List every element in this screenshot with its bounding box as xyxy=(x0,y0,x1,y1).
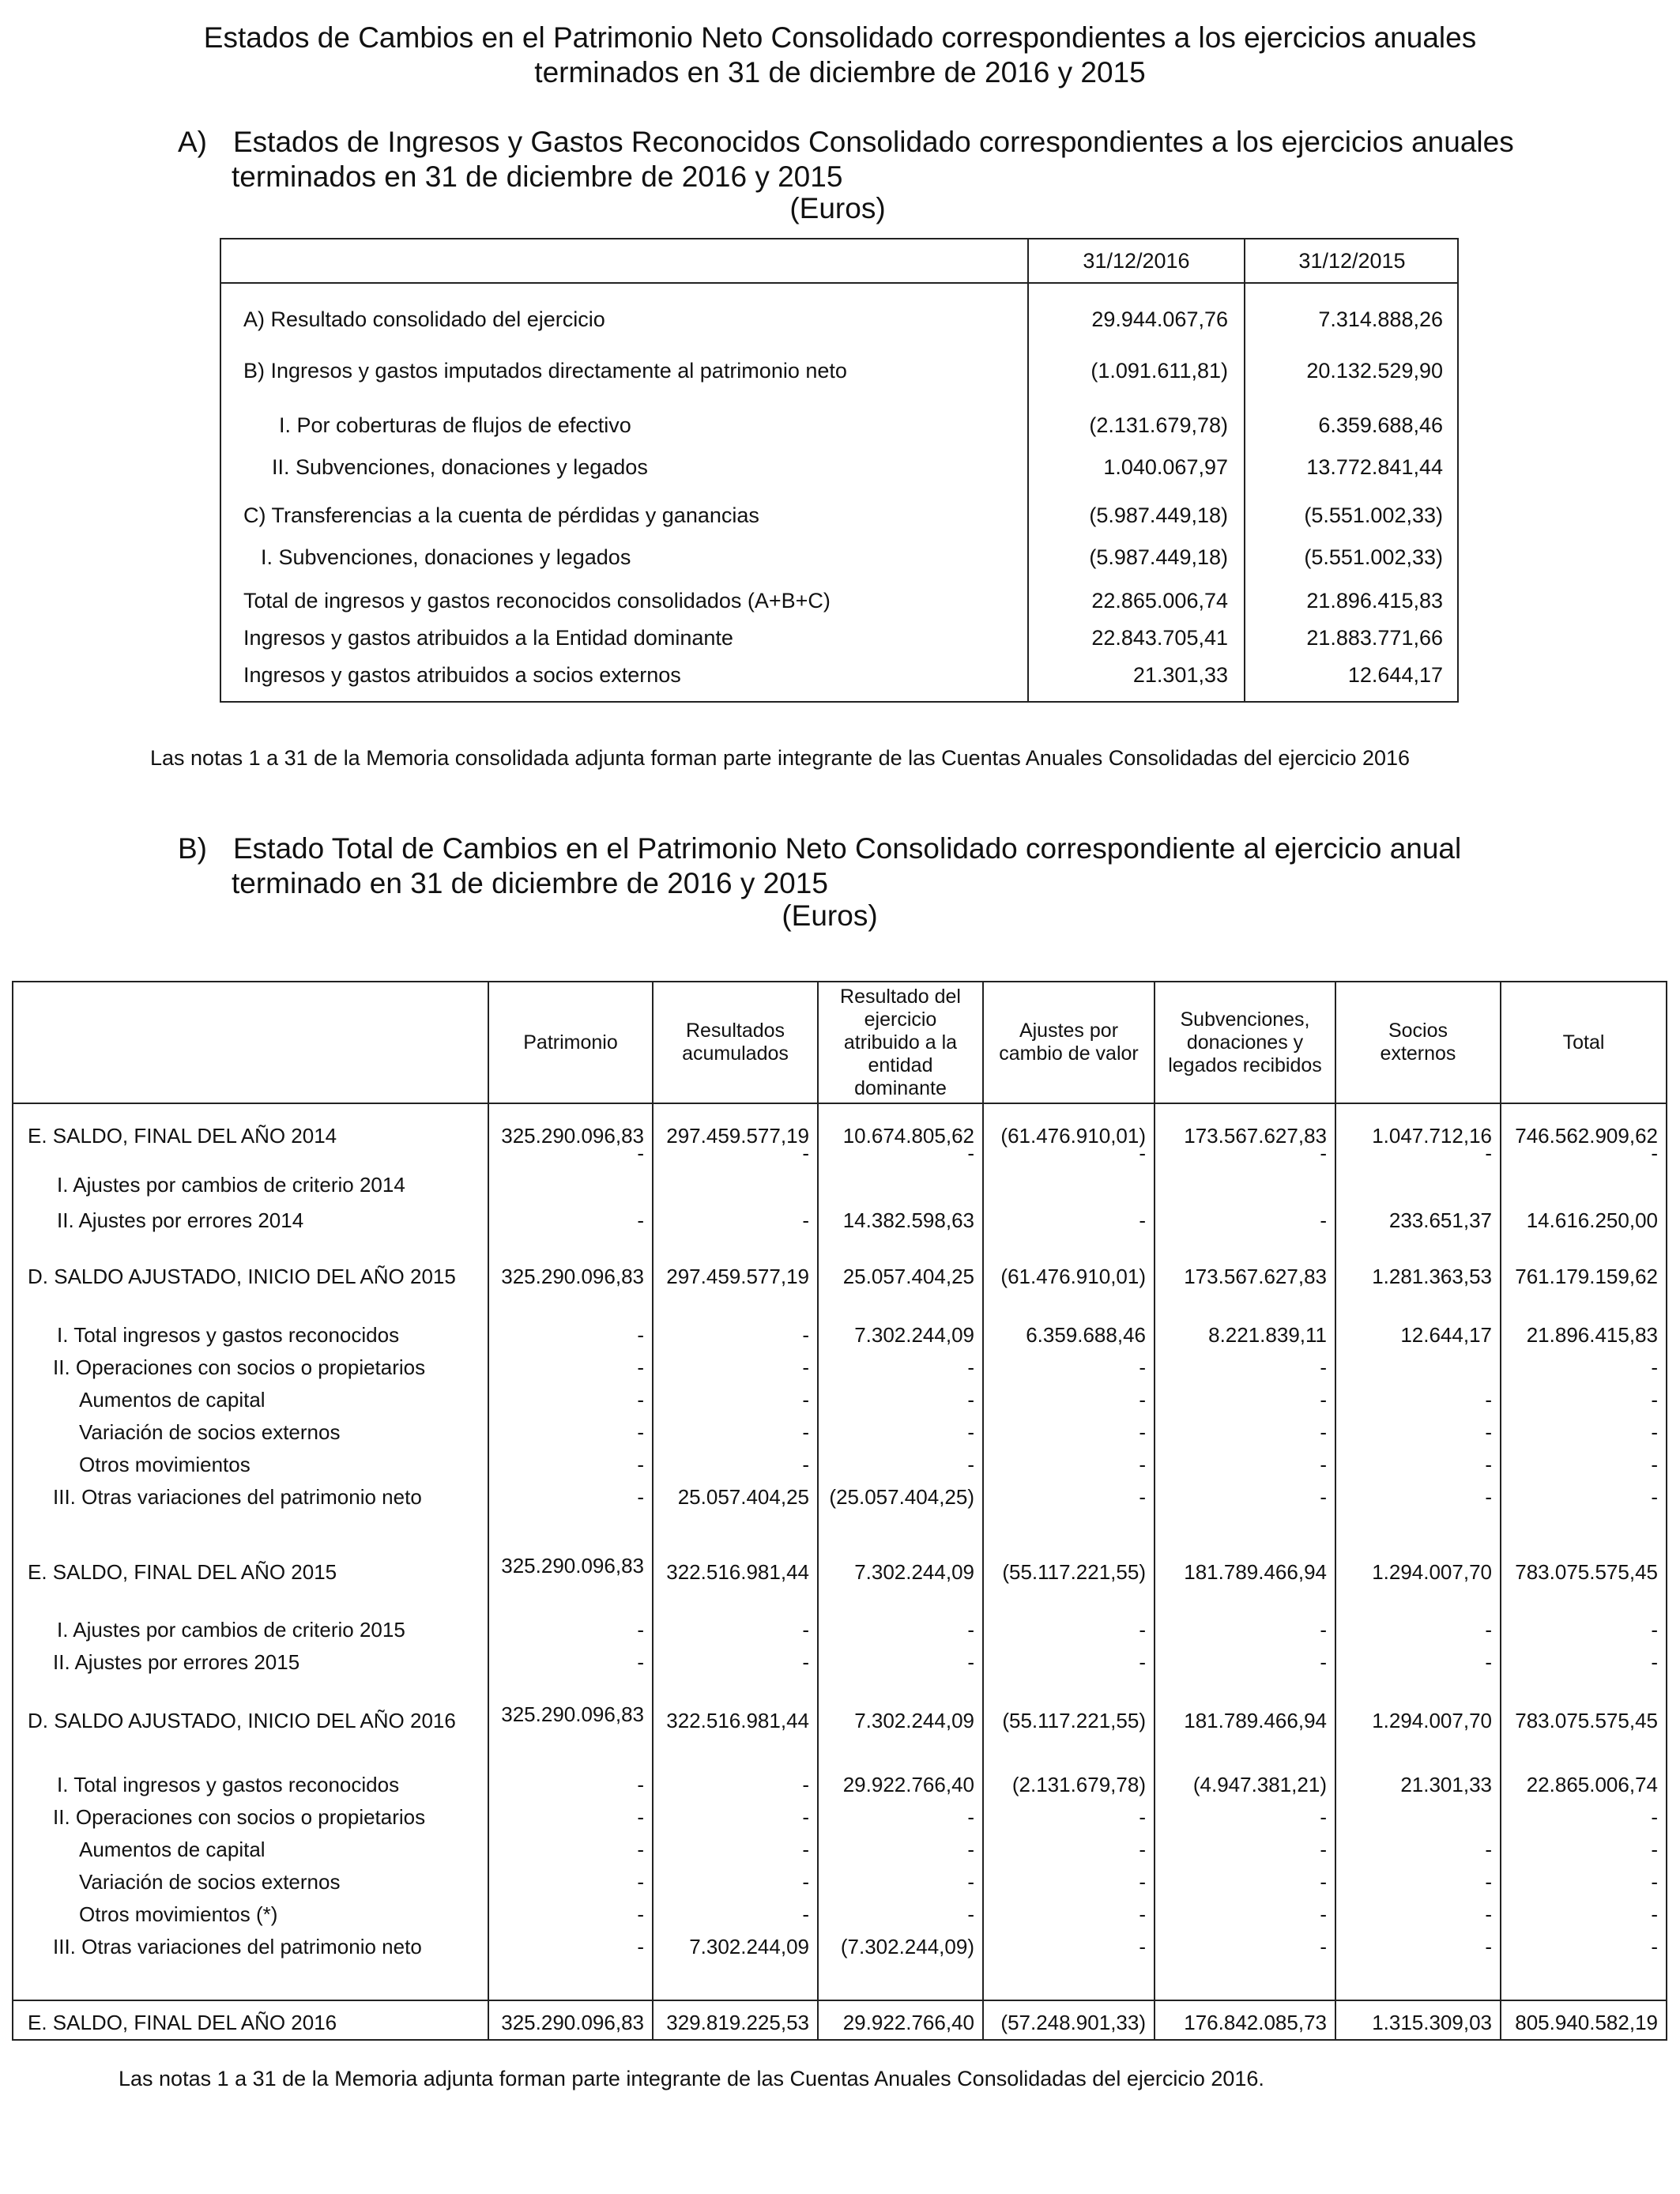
column-header-line: entidad xyxy=(868,1054,933,1076)
cell-ajustes-valor: (2.131.679,78) xyxy=(1011,1773,1146,1796)
column-header-line: Total xyxy=(1562,1031,1605,1054)
cell-patrimonio: - xyxy=(637,1902,644,1926)
page-title xyxy=(0,21,1680,90)
row-label: I. Ajustes por cambios de criterio 2015 xyxy=(57,1618,405,1642)
cell-subvenciones: - xyxy=(1320,1618,1327,1642)
cell-resultados-acumulados: - xyxy=(802,1902,809,1926)
cell-resultados-acumulados: 329.819.225,53 xyxy=(666,2011,809,2034)
cell-total: - xyxy=(1651,1141,1658,1165)
cell-total: 21.896.415,83 xyxy=(1526,1323,1658,1347)
cell-resultado-ejercicio: - xyxy=(967,1453,974,1476)
parent-attributed-row-value-2016: 22.843.705,41 xyxy=(1091,626,1228,650)
row-label: E. SALDO, FINAL DEL AÑO 2014 xyxy=(28,1124,337,1148)
cell-subvenciones: (4.947.381,21) xyxy=(1192,1773,1327,1796)
column-header-ajustes-valor xyxy=(984,982,1154,1103)
column-header-line: donaciones y xyxy=(1186,1031,1304,1054)
minority-attributed-row-label: Ingresos y gastos atribuidos a socios externos xyxy=(243,663,681,687)
row-label: Aumentos de capital xyxy=(79,1388,266,1412)
cell-ajustes-valor: (55.117.221,55) xyxy=(1002,1709,1146,1732)
cell-patrimonio: - xyxy=(637,1838,644,1861)
cell-total: - xyxy=(1651,1485,1658,1509)
column-header-line: externos xyxy=(1380,1042,1456,1065)
cell-socios-externos: 1.294.007,70 xyxy=(1372,1560,1492,1584)
cell-patrimonio: - xyxy=(637,1773,644,1796)
cell-ajustes-valor: - xyxy=(1139,1485,1146,1509)
cell-subvenciones: - xyxy=(1320,1355,1327,1379)
section-b-note: Las notas 1 a 31 de la Memoria adjunta forman parte integrante de las Cuentas Anuales Consolidadas del ejercicio 2016. xyxy=(119,2067,1264,2090)
table-b-rule xyxy=(13,1103,1666,1104)
row-label: Variación de socios externos xyxy=(79,1870,341,1894)
cell-patrimonio: - xyxy=(637,1870,644,1894)
cell-socios-externos: 21.301,33 xyxy=(1400,1773,1492,1796)
cell-total: - xyxy=(1651,1388,1658,1412)
cell-subvenciones: - xyxy=(1320,1453,1327,1476)
table-a-header-rule xyxy=(221,282,1457,284)
cell-resultados-acumulados: 322.516.981,44 xyxy=(666,1560,809,1584)
cell-patrimonio: 325.290.096,83 xyxy=(501,1702,644,1726)
cell-subvenciones: 8.221.839,11 xyxy=(1208,1323,1327,1347)
direct-equity-row-value-2016: (1.091.611,81) xyxy=(1090,359,1228,383)
section-b-title-line2: terminado en 31 de diciembre de 2016 y 2015 xyxy=(232,867,828,899)
cell-ajustes-valor: - xyxy=(1139,1870,1146,1894)
column-header-patrimonio xyxy=(489,982,652,1103)
cell-subvenciones: - xyxy=(1320,1420,1327,1444)
transfers-row-value-2016: (5.987.449,18) xyxy=(1089,503,1228,527)
grants-row-value-2016: 1.040.067,97 xyxy=(1103,455,1228,479)
section-b-title xyxy=(178,831,1461,866)
transfer-grants-row-value-2015: (5.551.002,33) xyxy=(1304,545,1443,569)
cell-patrimonio: - xyxy=(637,1618,644,1642)
cell-subvenciones: - xyxy=(1320,1141,1327,1165)
cell-total: - xyxy=(1651,1453,1658,1476)
cell-total: - xyxy=(1651,1838,1658,1861)
row-label: I. Total ingresos y gastos reconocidos xyxy=(57,1773,400,1796)
column-header-resultado-ejercicio xyxy=(819,982,982,1103)
cell-resultado-ejercicio: - xyxy=(967,1650,974,1674)
cell-socios-externos: - xyxy=(1485,1650,1492,1674)
transfers-row-value-2015: (5.551.002,33) xyxy=(1304,503,1443,527)
column-header-2015: 31/12/2015 xyxy=(1298,249,1406,273)
cash-flow-hedge-row-label: I. Por coberturas de flujos de efectivo xyxy=(279,413,631,437)
cell-ajustes-valor: - xyxy=(1139,1902,1146,1926)
column-header-line: atribuido a la xyxy=(843,1031,958,1054)
cell-ajustes-valor: - xyxy=(1139,1355,1146,1379)
total-recognized-row-value-2016: 22.865.006,74 xyxy=(1091,589,1228,613)
cell-patrimonio: 325.290.096,83 xyxy=(501,1265,644,1288)
cell-resultados-acumulados: - xyxy=(802,1805,809,1829)
section-b-letter: B) xyxy=(178,832,207,865)
cell-resultados-acumulados: 297.459.577,19 xyxy=(666,1124,809,1148)
cell-subvenciones: - xyxy=(1320,1838,1327,1861)
cell-socios-externos: - xyxy=(1485,1420,1492,1444)
cell-resultados-acumulados: - xyxy=(802,1323,809,1347)
cell-resultados-acumulados: - xyxy=(802,1650,809,1674)
cell-subvenciones: - xyxy=(1320,1805,1327,1829)
section-a-unit: (Euros) xyxy=(789,192,886,224)
cell-patrimonio: - xyxy=(637,1485,644,1509)
table-b-rule xyxy=(13,2000,1666,2001)
direct-equity-row-label: B) Ingresos y gastos imputados directamente al patrimonio neto xyxy=(243,359,847,383)
income-expense-table xyxy=(220,238,1459,703)
cell-socios-externos: - xyxy=(1485,1935,1492,1958)
cell-resultado-ejercicio: 29.922.766,40 xyxy=(842,1773,974,1796)
column-header-line: acumulados xyxy=(682,1042,789,1065)
cell-patrimonio: - xyxy=(637,1453,644,1476)
cell-resultado-ejercicio: - xyxy=(967,1618,974,1642)
cell-ajustes-valor: - xyxy=(1139,1805,1146,1829)
section-a-title-line1: Estados de Ingresos y Gastos Reconocidos Consolidado correspondientes a los ejercicios anuales xyxy=(233,126,1514,158)
cell-resultados-acumulados: - xyxy=(802,1453,809,1476)
cell-ajustes-valor: - xyxy=(1139,1388,1146,1412)
cell-ajustes-valor: (55.117.221,55) xyxy=(1002,1560,1146,1584)
cell-resultados-acumulados: 7.302.244,09 xyxy=(689,1935,809,1958)
cell-patrimonio: - xyxy=(637,1420,644,1444)
cell-total: - xyxy=(1651,1650,1658,1674)
cell-subvenciones: - xyxy=(1320,1870,1327,1894)
cell-ajustes-valor: - xyxy=(1139,1453,1146,1476)
cell-total: - xyxy=(1651,1870,1658,1894)
cell-resultado-ejercicio: 10.674.805,62 xyxy=(842,1124,974,1148)
cell-resultado-ejercicio: - xyxy=(967,1420,974,1444)
cell-resultado-ejercicio: 14.382.598,63 xyxy=(842,1208,974,1232)
cell-subvenciones: - xyxy=(1320,1902,1327,1926)
column-header-line: Resultados xyxy=(685,1020,785,1042)
row-label: Variación de socios externos xyxy=(79,1420,341,1444)
cell-socios-externos: 1.294.007,70 xyxy=(1372,1709,1492,1732)
cell-ajustes-valor: (61.476.910,01) xyxy=(1000,1265,1146,1288)
section-a-note: Las notas 1 a 31 de la Memoria consolidada adjunta forman parte integrante de las Cuentas Anuales Consolidadas del ejercicio 2016 xyxy=(150,746,1411,770)
cell-total: 746.562.909,62 xyxy=(1515,1124,1658,1148)
cash-flow-hedge-row-value-2016: (2.131.679,78) xyxy=(1089,413,1228,437)
cell-socios-externos: 12.644,17 xyxy=(1400,1323,1492,1347)
cell-resultado-ejercicio: - xyxy=(967,1388,974,1412)
cell-resultados-acumulados: 297.459.577,19 xyxy=(666,1265,809,1288)
row-label: Otros movimientos xyxy=(79,1453,250,1476)
cell-total: - xyxy=(1651,1902,1658,1926)
transfer-grants-row-label: I. Subvenciones, donaciones y legados xyxy=(261,545,631,569)
cell-patrimonio: - xyxy=(637,1208,644,1232)
cell-resultados-acumulados: - xyxy=(802,1773,809,1796)
row-label: II. Operaciones con socios o propietarios xyxy=(53,1805,426,1829)
section-a-letter: A) xyxy=(178,126,207,158)
cell-total: 22.865.006,74 xyxy=(1526,1773,1658,1796)
direct-equity-row-value-2015: 20.132.529,90 xyxy=(1306,359,1443,383)
cell-total: 783.075.575,45 xyxy=(1515,1560,1658,1584)
cell-patrimonio: - xyxy=(637,1323,644,1347)
column-header-line: Socios xyxy=(1388,1020,1448,1042)
cell-total: 14.616.250,00 xyxy=(1526,1208,1658,1232)
cell-resultado-ejercicio: - xyxy=(967,1902,974,1926)
column-header-line: cambio de valor xyxy=(999,1042,1139,1065)
cell-resultados-acumulados: - xyxy=(802,1838,809,1861)
cell-resultados-acumulados: - xyxy=(802,1355,809,1379)
cell-subvenciones: - xyxy=(1320,1485,1327,1509)
cell-resultado-ejercicio: 25.057.404,25 xyxy=(842,1265,974,1288)
cell-ajustes-valor: - xyxy=(1139,1420,1146,1444)
cell-socios-externos: - xyxy=(1485,1453,1492,1476)
row-label: Otros movimientos (*) xyxy=(79,1902,278,1926)
cell-resultado-ejercicio: 7.302.244,09 xyxy=(854,1709,974,1732)
row-label: III. Otras variaciones del patrimonio neto xyxy=(53,1485,422,1509)
cell-ajustes-valor: - xyxy=(1139,1650,1146,1674)
cell-subvenciones: - xyxy=(1320,1388,1327,1412)
cell-patrimonio: - xyxy=(637,1141,644,1165)
cell-socios-externos: 233.651,37 xyxy=(1388,1208,1492,1232)
cell-socios-externos: 1.281.363,53 xyxy=(1372,1265,1492,1288)
cell-ajustes-valor: (61.476.910,01) xyxy=(1000,1124,1146,1148)
cell-resultados-acumulados: 322.516.981,44 xyxy=(666,1709,809,1732)
cell-ajustes-valor: - xyxy=(1139,1618,1146,1642)
grants-row-label: II. Subvenciones, donaciones y legados xyxy=(272,455,648,479)
row-label: D. SALDO AJUSTADO, INICIO DEL AÑO 2016 xyxy=(28,1709,456,1732)
cell-ajustes-valor: - xyxy=(1139,1208,1146,1232)
section-a-title-line2: terminados en 31 de diciembre de 2016 y 2015 xyxy=(232,160,843,193)
cell-resultado-ejercicio: - xyxy=(967,1805,974,1829)
cell-total: 761.179.159,62 xyxy=(1515,1265,1658,1288)
equity-changes-table xyxy=(12,981,1667,2041)
cell-total: - xyxy=(1651,1420,1658,1444)
cell-resultado-ejercicio: (7.302.244,09) xyxy=(840,1935,974,1958)
cell-socios-externos: - xyxy=(1485,1870,1492,1894)
cell-ajustes-valor: - xyxy=(1139,1141,1146,1165)
row-label: Aumentos de capital xyxy=(79,1838,266,1861)
cell-socios-externos: - xyxy=(1485,1388,1492,1412)
cell-subvenciones: 173.567.627,83 xyxy=(1184,1124,1327,1148)
cell-patrimonio: - xyxy=(637,1355,644,1379)
row-label: II. Operaciones con socios o propietarios xyxy=(53,1355,426,1379)
cell-subvenciones: 176.842.085,73 xyxy=(1184,2011,1327,2034)
column-header-2016: 31/12/2016 xyxy=(1083,249,1190,273)
cell-resultados-acumulados: - xyxy=(802,1870,809,1894)
cell-subvenciones: 181.789.466,94 xyxy=(1184,1709,1327,1732)
section-b-unit: (Euros) xyxy=(782,899,878,932)
row-label: I. Total ingresos y gastos reconocidos xyxy=(57,1323,400,1347)
cell-total: 783.075.575,45 xyxy=(1515,1709,1658,1732)
cell-ajustes-valor: 6.359.688,46 xyxy=(1026,1323,1146,1347)
cell-subvenciones: - xyxy=(1320,1208,1327,1232)
cell-socios-externos: - xyxy=(1485,1618,1492,1642)
cell-socios-externos: 1.315.309,03 xyxy=(1372,2011,1492,2034)
cell-subvenciones: - xyxy=(1320,1650,1327,1674)
cell-resultado-ejercicio: - xyxy=(967,1838,974,1861)
result-row-value-2015: 7.314.888,26 xyxy=(1318,307,1443,331)
cell-resultados-acumulados: - xyxy=(802,1388,809,1412)
column-header-resultados-acumulados xyxy=(654,982,817,1103)
cell-patrimonio: - xyxy=(637,1388,644,1412)
cell-resultados-acumulados: - xyxy=(802,1420,809,1444)
column-header-total xyxy=(1501,982,1666,1103)
row-label: D. SALDO AJUSTADO, INICIO DEL AÑO 2015 xyxy=(28,1265,456,1288)
row-label: II. Ajustes por errores 2014 xyxy=(57,1208,304,1232)
transfer-grants-row-value-2016: (5.987.449,18) xyxy=(1089,545,1228,569)
cell-total: - xyxy=(1651,1935,1658,1958)
row-label: II. Ajustes por errores 2015 xyxy=(53,1650,300,1674)
column-header-line: Patrimonio xyxy=(523,1031,618,1054)
column-header-line: legados recibidos xyxy=(1168,1054,1322,1076)
column-header-line: ejercicio xyxy=(864,1008,937,1031)
result-row-value-2016: 29.944.067,76 xyxy=(1091,307,1228,331)
row-label: E. SALDO, FINAL DEL AÑO 2016 xyxy=(28,2011,337,2034)
page-title-line2: terminados en 31 de diciembre de 2016 y 2015 xyxy=(534,56,1146,89)
column-header-subvenciones xyxy=(1155,982,1335,1103)
cell-resultados-acumulados: - xyxy=(802,1208,809,1232)
cell-subvenciones: - xyxy=(1320,1935,1327,1958)
cash-flow-hedge-row-value-2015: 6.359.688,46 xyxy=(1318,413,1443,437)
column-header-line: Ajustes por xyxy=(1019,1020,1119,1042)
cell-socios-externos: - xyxy=(1485,1838,1492,1861)
transfers-row-label: C) Transferencias a la cuenta de pérdidas y ganancias xyxy=(243,503,759,527)
cell-total: - xyxy=(1651,1805,1658,1829)
cell-resultado-ejercicio: 7.302.244,09 xyxy=(854,1560,974,1584)
parent-attributed-row-label: Ingresos y gastos atribuidos a la Entidad dominante xyxy=(243,626,733,650)
cell-resultado-ejercicio: - xyxy=(967,1355,974,1379)
cell-ajustes-valor: (57.248.901,33) xyxy=(1000,2011,1146,2034)
minority-attributed-row-value-2016: 21.301,33 xyxy=(1132,663,1228,687)
row-label: III. Otras variaciones del patrimonio neto xyxy=(53,1935,422,1958)
cell-patrimonio: - xyxy=(637,1935,644,1958)
cell-resultados-acumulados: - xyxy=(802,1141,809,1165)
cell-socios-externos: 1.047.712,16 xyxy=(1372,1124,1492,1148)
cell-resultado-ejercicio: - xyxy=(967,1141,974,1165)
cell-subvenciones: 173.567.627,83 xyxy=(1184,1265,1327,1288)
section-b-title-line1: Estado Total de Cambios en el Patrimonio Neto Consolidado correspondiente al ejercicio anual xyxy=(233,832,1462,865)
cell-ajustes-valor: - xyxy=(1139,1935,1146,1958)
cell-total: - xyxy=(1651,1355,1658,1379)
parent-attributed-row-value-2015: 21.883.771,66 xyxy=(1306,626,1443,650)
total-recognized-row-value-2015: 21.896.415,83 xyxy=(1306,589,1443,613)
section-a-title xyxy=(178,125,1514,160)
cell-patrimonio: 325.290.096,83 xyxy=(501,2011,644,2034)
cell-resultado-ejercicio: 7.302.244,09 xyxy=(854,1323,974,1347)
row-label: I. Ajustes por cambios de criterio 2014 xyxy=(57,1173,405,1197)
cell-total: - xyxy=(1651,1618,1658,1642)
cell-resultado-ejercicio: 29.922.766,40 xyxy=(842,2011,974,2034)
cell-resultado-ejercicio: (25.057.404,25) xyxy=(829,1485,974,1509)
cell-patrimonio: 325.290.096,83 xyxy=(501,1554,644,1578)
page-title-line1: Estados de Cambios en el Patrimonio Neto Consolidado correspondientes a los ejercicios anuales xyxy=(203,21,1477,54)
cell-ajustes-valor: - xyxy=(1139,1838,1146,1861)
column-header-socios-externos xyxy=(1336,982,1500,1103)
row-label: E. SALDO, FINAL DEL AÑO 2015 xyxy=(28,1560,337,1584)
cell-patrimonio: 325.290.096,83 xyxy=(501,1124,644,1148)
result-row-label: A) Resultado consolidado del ejercicio xyxy=(243,307,605,331)
cell-patrimonio: - xyxy=(637,1805,644,1829)
cell-subvenciones: 181.789.466,94 xyxy=(1184,1560,1327,1584)
cell-socios-externos: - xyxy=(1485,1141,1492,1165)
cell-resultados-acumulados: 25.057.404,25 xyxy=(677,1485,809,1509)
column-header-line: dominante xyxy=(854,1076,947,1099)
grants-row-value-2015: 13.772.841,44 xyxy=(1306,455,1443,479)
cell-patrimonio: - xyxy=(637,1650,644,1674)
cell-resultados-acumulados: - xyxy=(802,1618,809,1642)
cell-socios-externos: - xyxy=(1485,1485,1492,1509)
minority-attributed-row-value-2015: 12.644,17 xyxy=(1347,663,1443,687)
column-header-line: Resultado del xyxy=(840,985,961,1008)
column-header-line: Subvenciones, xyxy=(1180,1008,1310,1031)
total-recognized-row-label: Total de ingresos y gastos reconocidos consolidados (A+B+C) xyxy=(243,589,831,613)
cell-resultado-ejercicio: - xyxy=(967,1870,974,1894)
cell-total: 805.940.582,19 xyxy=(1515,2011,1658,2034)
cell-socios-externos: - xyxy=(1485,1902,1492,1926)
